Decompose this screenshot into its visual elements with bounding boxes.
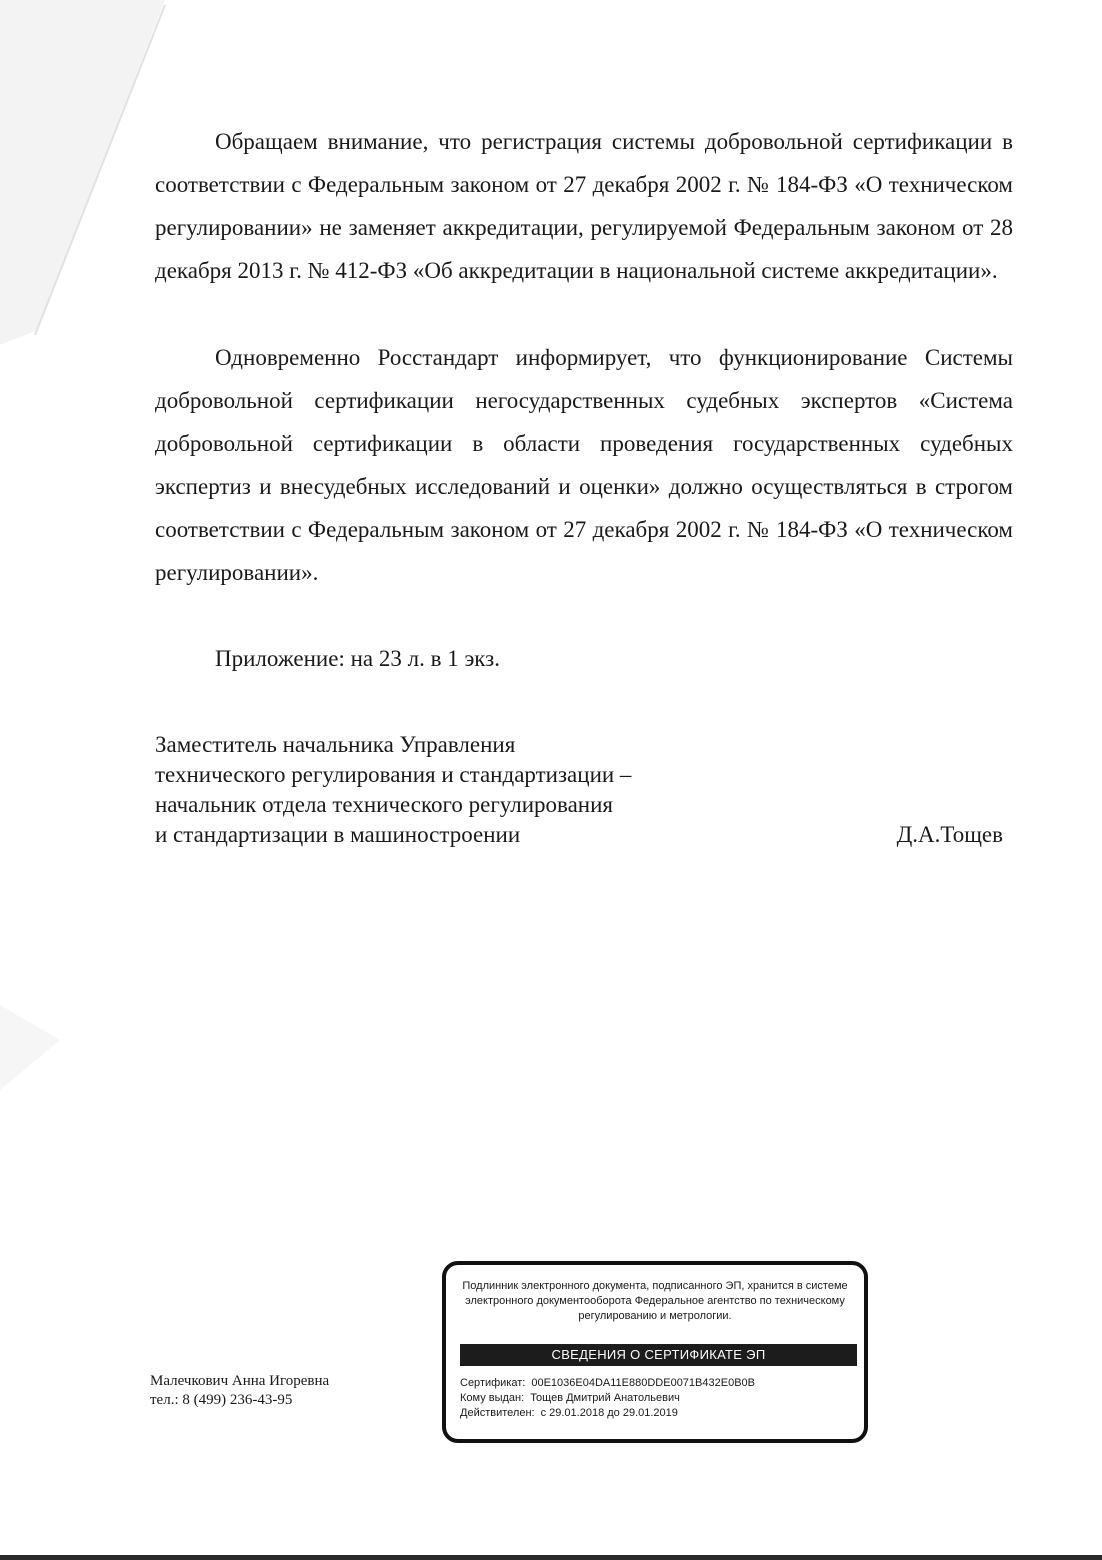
- signer-position-line-4: и стандартизации в машиностроении: [155, 822, 521, 847]
- signer-position-line-1: Заместитель начальника Управления: [155, 732, 516, 757]
- executor-name: Малечкович Анна Игоревна: [150, 1373, 330, 1389]
- signer-position-line-3: начальник отдела технического регулирования: [155, 792, 614, 817]
- issued-to-row: [460, 1391, 755, 1406]
- issued-to-label: Кому выдан:: [460, 1392, 525, 1404]
- validity-value: с 29.01.2018 до 29.01.2019: [540, 1407, 678, 1419]
- signer-name: Д.А.Тощев: [896, 822, 1003, 847]
- certificate-value: 00E1036E04DA11E880DDE0071B432E0B0B: [531, 1377, 755, 1389]
- validity-label: Действителен:: [460, 1407, 535, 1419]
- fold-shadow-lower: [0, 1005, 60, 1090]
- executor-info: [150, 1372, 329, 1410]
- body-paragraph-2: Одновременно Росстандарт информирует, что функционирование Системы добровольной сертификации негосударственных судебных экспертов «Система добровольной сертификации в области проведения государственных судебных экспертиз и внесудебных исследований и оценки» должно осуществляться в строгом соответствии с Федеральным законом от 27 декабря 2002 г. № 184-ФЗ «О техническом регулировании».: [155, 345, 1013, 585]
- fold-shadow-upper: [0, 0, 165, 345]
- executor-phone: тел.: 8 (499) 236-43-95: [150, 1392, 293, 1408]
- scan-bottom-edge: [0, 1555, 1102, 1560]
- signature-block: [155, 730, 1005, 850]
- stamp-header-text: Подлинник электронного документа, подписанного ЭП, хранится в системе электронного документооборота Федеральное агентство по техническому регулированию и метрологии.: [462, 1280, 848, 1322]
- electronic-signature-stamp: [442, 1261, 868, 1443]
- validity-row: [460, 1406, 755, 1421]
- certificate-row: [460, 1376, 755, 1391]
- attachment-note: Приложение: на 23 л. в 1 экз.: [215, 646, 501, 671]
- stamp-certificate-details: [460, 1376, 755, 1421]
- signer-position-line-2: технического регулирования и стандартизации –: [155, 762, 632, 787]
- stamp-title-bar: СВЕДЕНИЯ О СЕРТИФИКАТЕ ЭП: [460, 1344, 857, 1366]
- certificate-label: Сертификат:: [460, 1377, 526, 1389]
- issued-to-value: Тощев Дмитрий Анатольевич: [530, 1392, 680, 1404]
- body-paragraph-1: Обращаем внимание, что регистрация системы добровольной сертификации в соответствии с Федеральным законом от 27 декабря 2002 г. № 184-ФЗ «О техническом регулировании» не заменяет аккредитации, регулируемой Федеральным законом от 28 декабря 2013 г. № 412-ФЗ «Об аккредитации в национальной системе аккредитации».: [155, 129, 1013, 283]
